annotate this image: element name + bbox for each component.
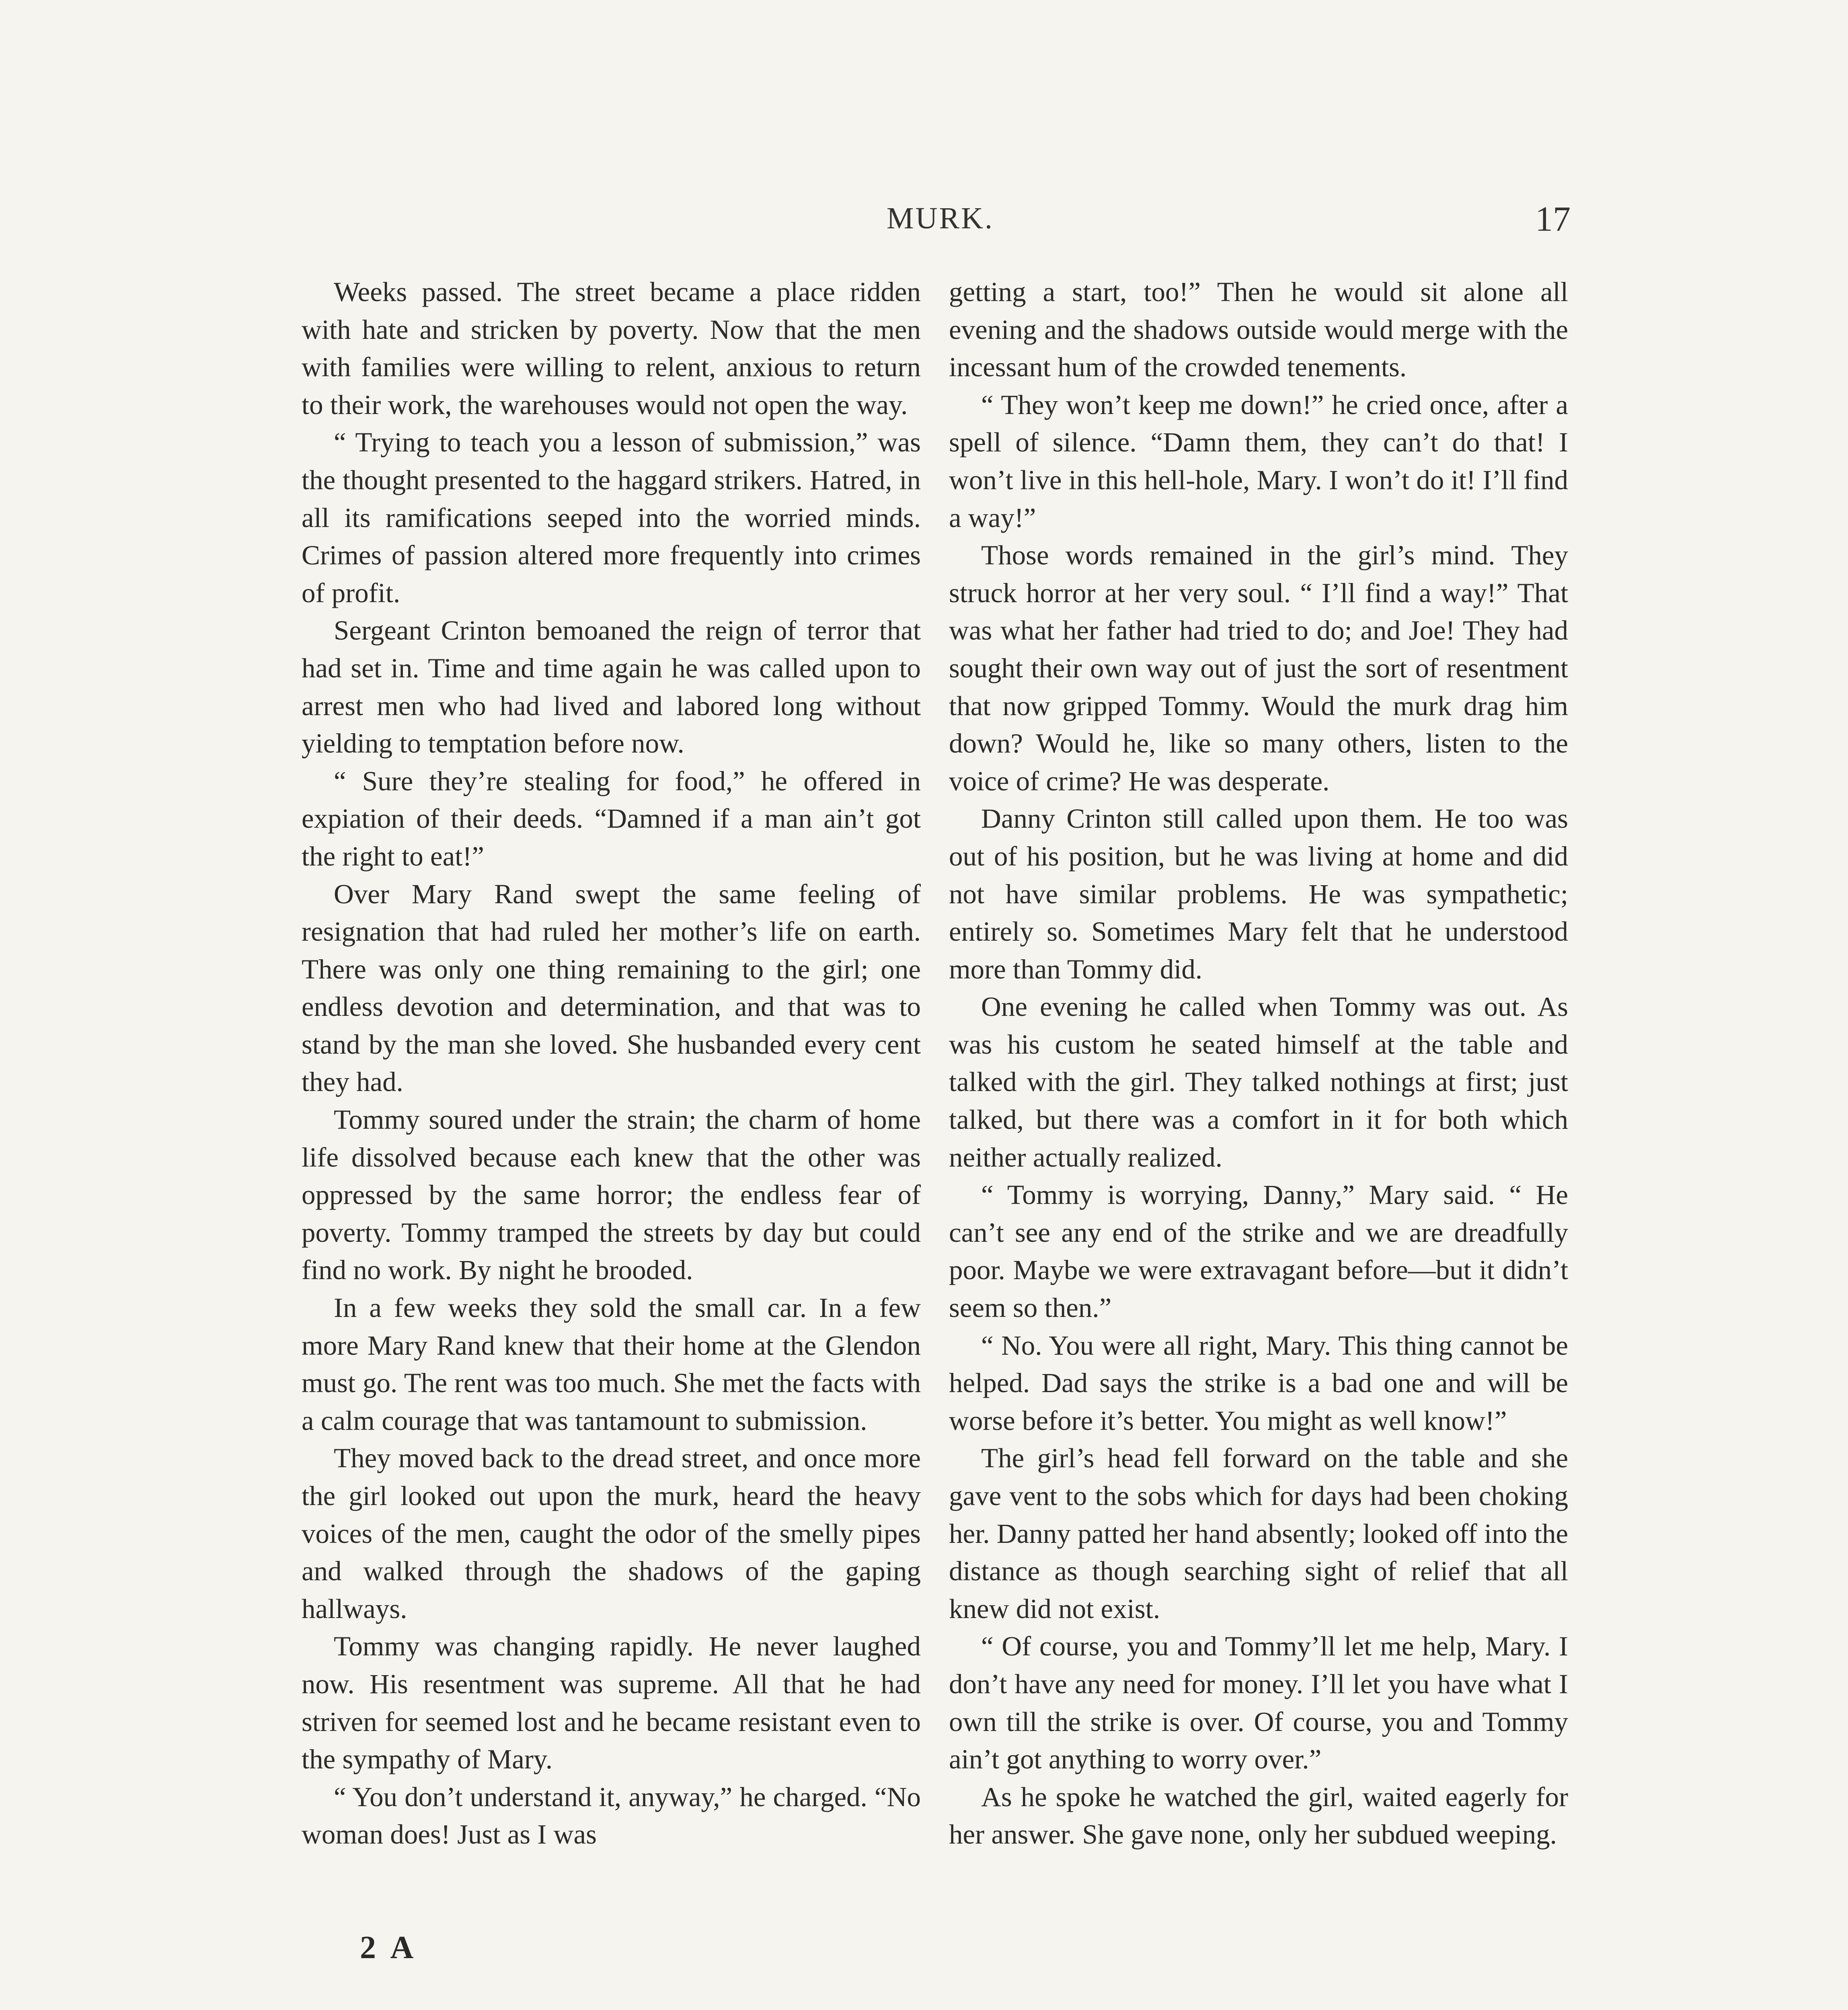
running-head-title: MURK. [887,201,994,235]
paragraph: Danny Crinton still called upon them. He too was out of his position, but he was living at home and did not have similar problems. He was sympathetic; entirely so. Sometimes Mary felt that he understood more than Tommy did. [949,803,1568,984]
paragraph: Tommy soured under the strain; the charm of home life dissolved because each knew that the other was oppressed by the same horror; the endless fear of poverty. Tommy tramped the streets by day but could find no work. By night he brooded. [302,1104,921,1286]
paragraph-continued: getting a start, too!” Then he would sit alone all evening and the shadows outside would merge with the incessant hum of the crowded tenements. [949,277,1568,383]
paragraph: Weeks passed. The street became a place ridden with hate and stricken by poverty. Now that the men with families were willing to relent, anxious to return to their work, the warehouses would not open the way. [302,277,921,420]
paragraph: Sergeant Crinton bemoaned the reign of terror that had set in. Time and time again he was called upon to arrest men who had lived and labored long without yielding to temptation before now. [302,615,921,759]
paragraph: “ No. You were all right, Mary. This thing cannot be helped. Dad says the strike is a bad one and will be worse before it’s better. You might as well know!” [949,1330,1568,1436]
page-number: 17 [1535,200,1571,239]
paragraph: In a few weeks they sold the small car. In a few more Mary Rand knew that their home at the Glendon must go. The rent was too much. She met the facts with a calm courage that was tantamount to submission. [302,1292,921,1436]
paragraph: “ Tommy is worrying, Danny,” Mary said. “ He can’t see any end of the strike and we are dreadfully poor. Maybe we were extravagant before—but it didn’t seem so then.” [949,1179,1568,1323]
signature-mark: 2 A [360,1930,418,1965]
paragraph: They moved back to the dread street, and once more the girl looked out upon the murk, heard the heavy voices of the men, caught the odor of the smelly pipes and walked through the shadows of the gaping hallways. [302,1443,921,1624]
paragraph: “ Of course, you and Tommy’ll let me help, Mary. I don’t have any need for money. I’ll let you have what I own till the strike is over. Of course, you and Tommy ain’t got anything to worry over.” [949,1631,1568,1775]
paragraph: “ They won’t keep me down!” he cried once, after a spell of silence. “Damn them, they can’t do that! I won’t live in this hell-hole, Mary. I won’t do it! I’ll find a way!” [949,389,1568,533]
paragraph: As he spoke he watched the girl, waited eagerly for her answer. She gave none, only her subdued weeping. [949,1781,1568,1850]
paragraph: Over Mary Rand swept the same feeling of resignation that had ruled her mother’s life on earth. There was only one thing remaining to the girl; one endless devotion and determination, and that was to stand by the man she loved. She husbanded every cent they had. [302,878,921,1097]
paragraph: Those words remained in the girl’s mind. They struck horror at her very soul. “ I’ll find a way!” That was what her father had tried to do; and Joe! They had sought their own way out of just the sort of resentment that now gripped Tommy. Would the murk drag him down? Would he, like so many others, listen to the voice of crime? He was desperate. [949,540,1568,796]
paragraph: “ Trying to teach you a lesson of submission,” was the thought presented to the haggard strikers. Hatred, in all its ramifications seeped into the worried minds. Crimes of passion altered more frequently into crimes of profit. [302,427,921,608]
paragraph: “ Sure they’re stealing for food,” he offered in expiation of their deeds. “Damned if a man ain’t got the right to eat!” [302,765,921,872]
text-column-right [949,273,1568,1854]
text-column-left [302,273,921,1854]
paragraph: The girl’s head fell forward on the table and she gave vent to the sobs which for days had been choking her. Danny patted her hand absently; looked off into the distance as though searching sight of relief that all knew did not exist. [949,1443,1568,1624]
paragraph: “ You don’t understand it, anyway,” he charged. “No woman does! Just as I was [302,1781,921,1850]
paragraph: Tommy was changing rapidly. He never laughed now. His resentment was supreme. All that he had striven for seemed lost and he became resistant even to the sympathy of Mary. [302,1631,921,1775]
paragraph: One evening he called when Tommy was out. As was his custom he seated himself at the table and talked with the girl. They talked nothings at first; just talked, but there was a comfort in it for both which neither actually realized. [949,991,1568,1173]
